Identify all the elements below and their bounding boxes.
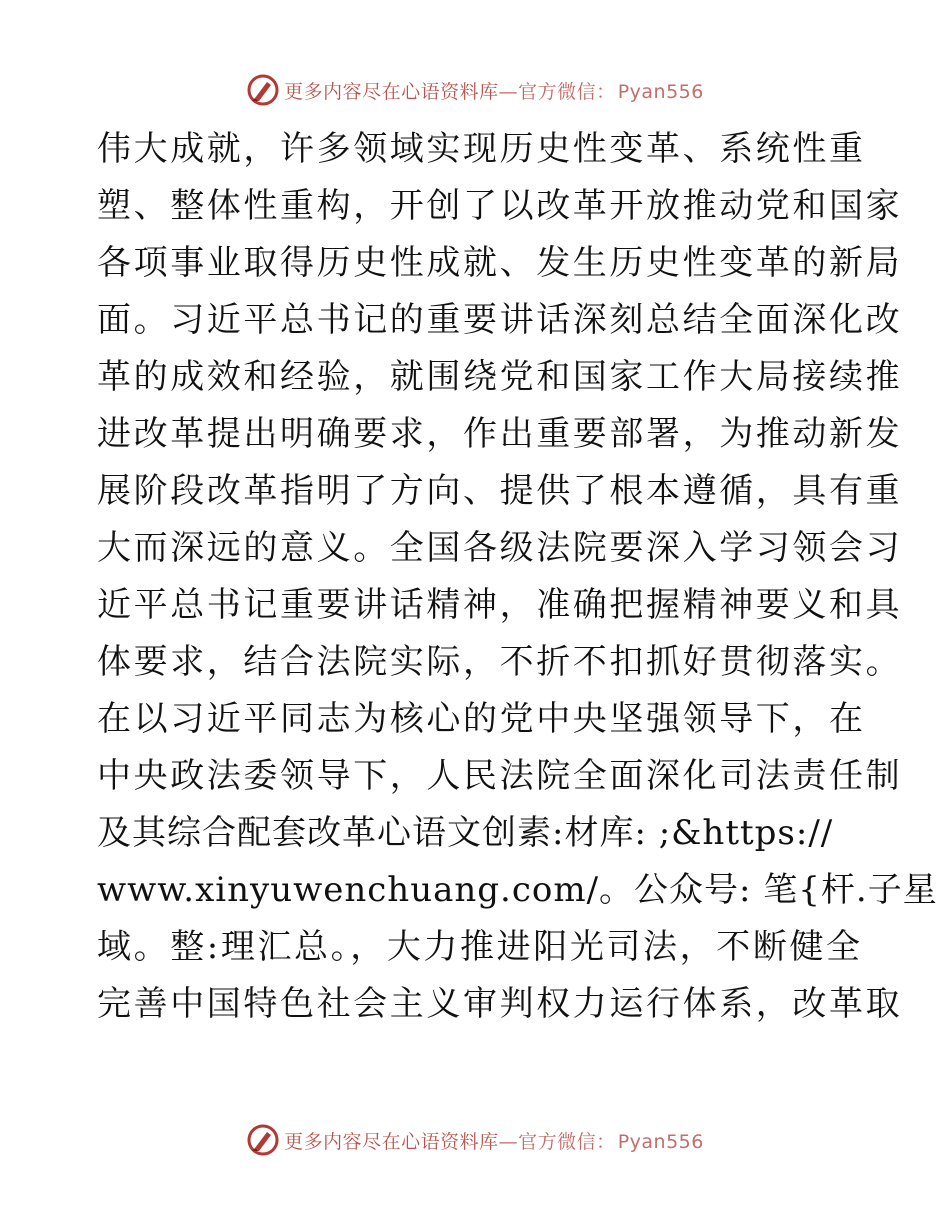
text-line: 域。整:理汇总。，大力推进阳光司法，不断健全 bbox=[97, 927, 863, 967]
footer-text bbox=[284, 1127, 704, 1154]
text-line: 进改革提出明确要求，作出重要部署，为推动新发 bbox=[97, 414, 903, 454]
header-text bbox=[284, 77, 704, 104]
text-line: 在以习近平同志为核心的党中央坚强领导下，在 bbox=[97, 699, 866, 739]
text-line: 体要求，结合法院实际，不折不扣抓好贯彻落实。 bbox=[97, 642, 903, 682]
text-line: 中央政法委领导下，人民法院全面深化司法责任制 bbox=[97, 756, 903, 796]
footer-wechat-label: 官方微信： bbox=[518, 1130, 616, 1153]
footer-separator: — bbox=[498, 1130, 519, 1153]
text-line: www.xinyuwenchuang.com/。公众号: 笔{杆.子星 bbox=[97, 870, 938, 910]
text-line: 展阶段改革指明了方向、提供了根本遵循，具有重 bbox=[97, 471, 903, 511]
brand-logo-icon bbox=[246, 1123, 280, 1157]
text-line: 各项事业取得历史性成就、发生历史性变革的新局 bbox=[97, 243, 903, 283]
header-wechat-label: 官方微信： bbox=[518, 80, 616, 103]
footer-brand-text: 更多内容尽在心语资料库 bbox=[284, 1130, 499, 1153]
text-line: 面。习近平总书记的重要讲话深刻总结全面深化改 bbox=[97, 300, 903, 340]
text-line: 革的成效和经验，就围绕党和国家工作大局接续推 bbox=[97, 357, 903, 397]
header-banner bbox=[0, 70, 950, 110]
text-line: 伟大成就，许多领域实现历史性变革、系统性重 bbox=[97, 129, 866, 169]
footer-wechat-id: Pyan556 bbox=[617, 1130, 704, 1153]
header-brand-text: 更多内容尽在心语资料库 bbox=[284, 80, 499, 103]
text-line: 近平总书记重要讲话精神，准确把握精神要义和具 bbox=[97, 585, 903, 625]
text-line: 塑、整体性重构，开创了以改革开放推动党和国家 bbox=[97, 186, 903, 226]
text-line: 大而深远的意义。全国各级法院要深入学习领会习 bbox=[97, 528, 903, 568]
header-wechat-id: Pyan556 bbox=[617, 80, 704, 103]
footer-banner bbox=[0, 1120, 950, 1160]
header-separator: — bbox=[498, 80, 519, 103]
text-line: 完善中国特色社会主义审判权力运行体系，改革取 bbox=[97, 984, 903, 1024]
text-line: 及其综合配套改革心语文创素:材库: ;&https:// bbox=[97, 813, 834, 853]
brand-logo-icon bbox=[246, 73, 280, 107]
